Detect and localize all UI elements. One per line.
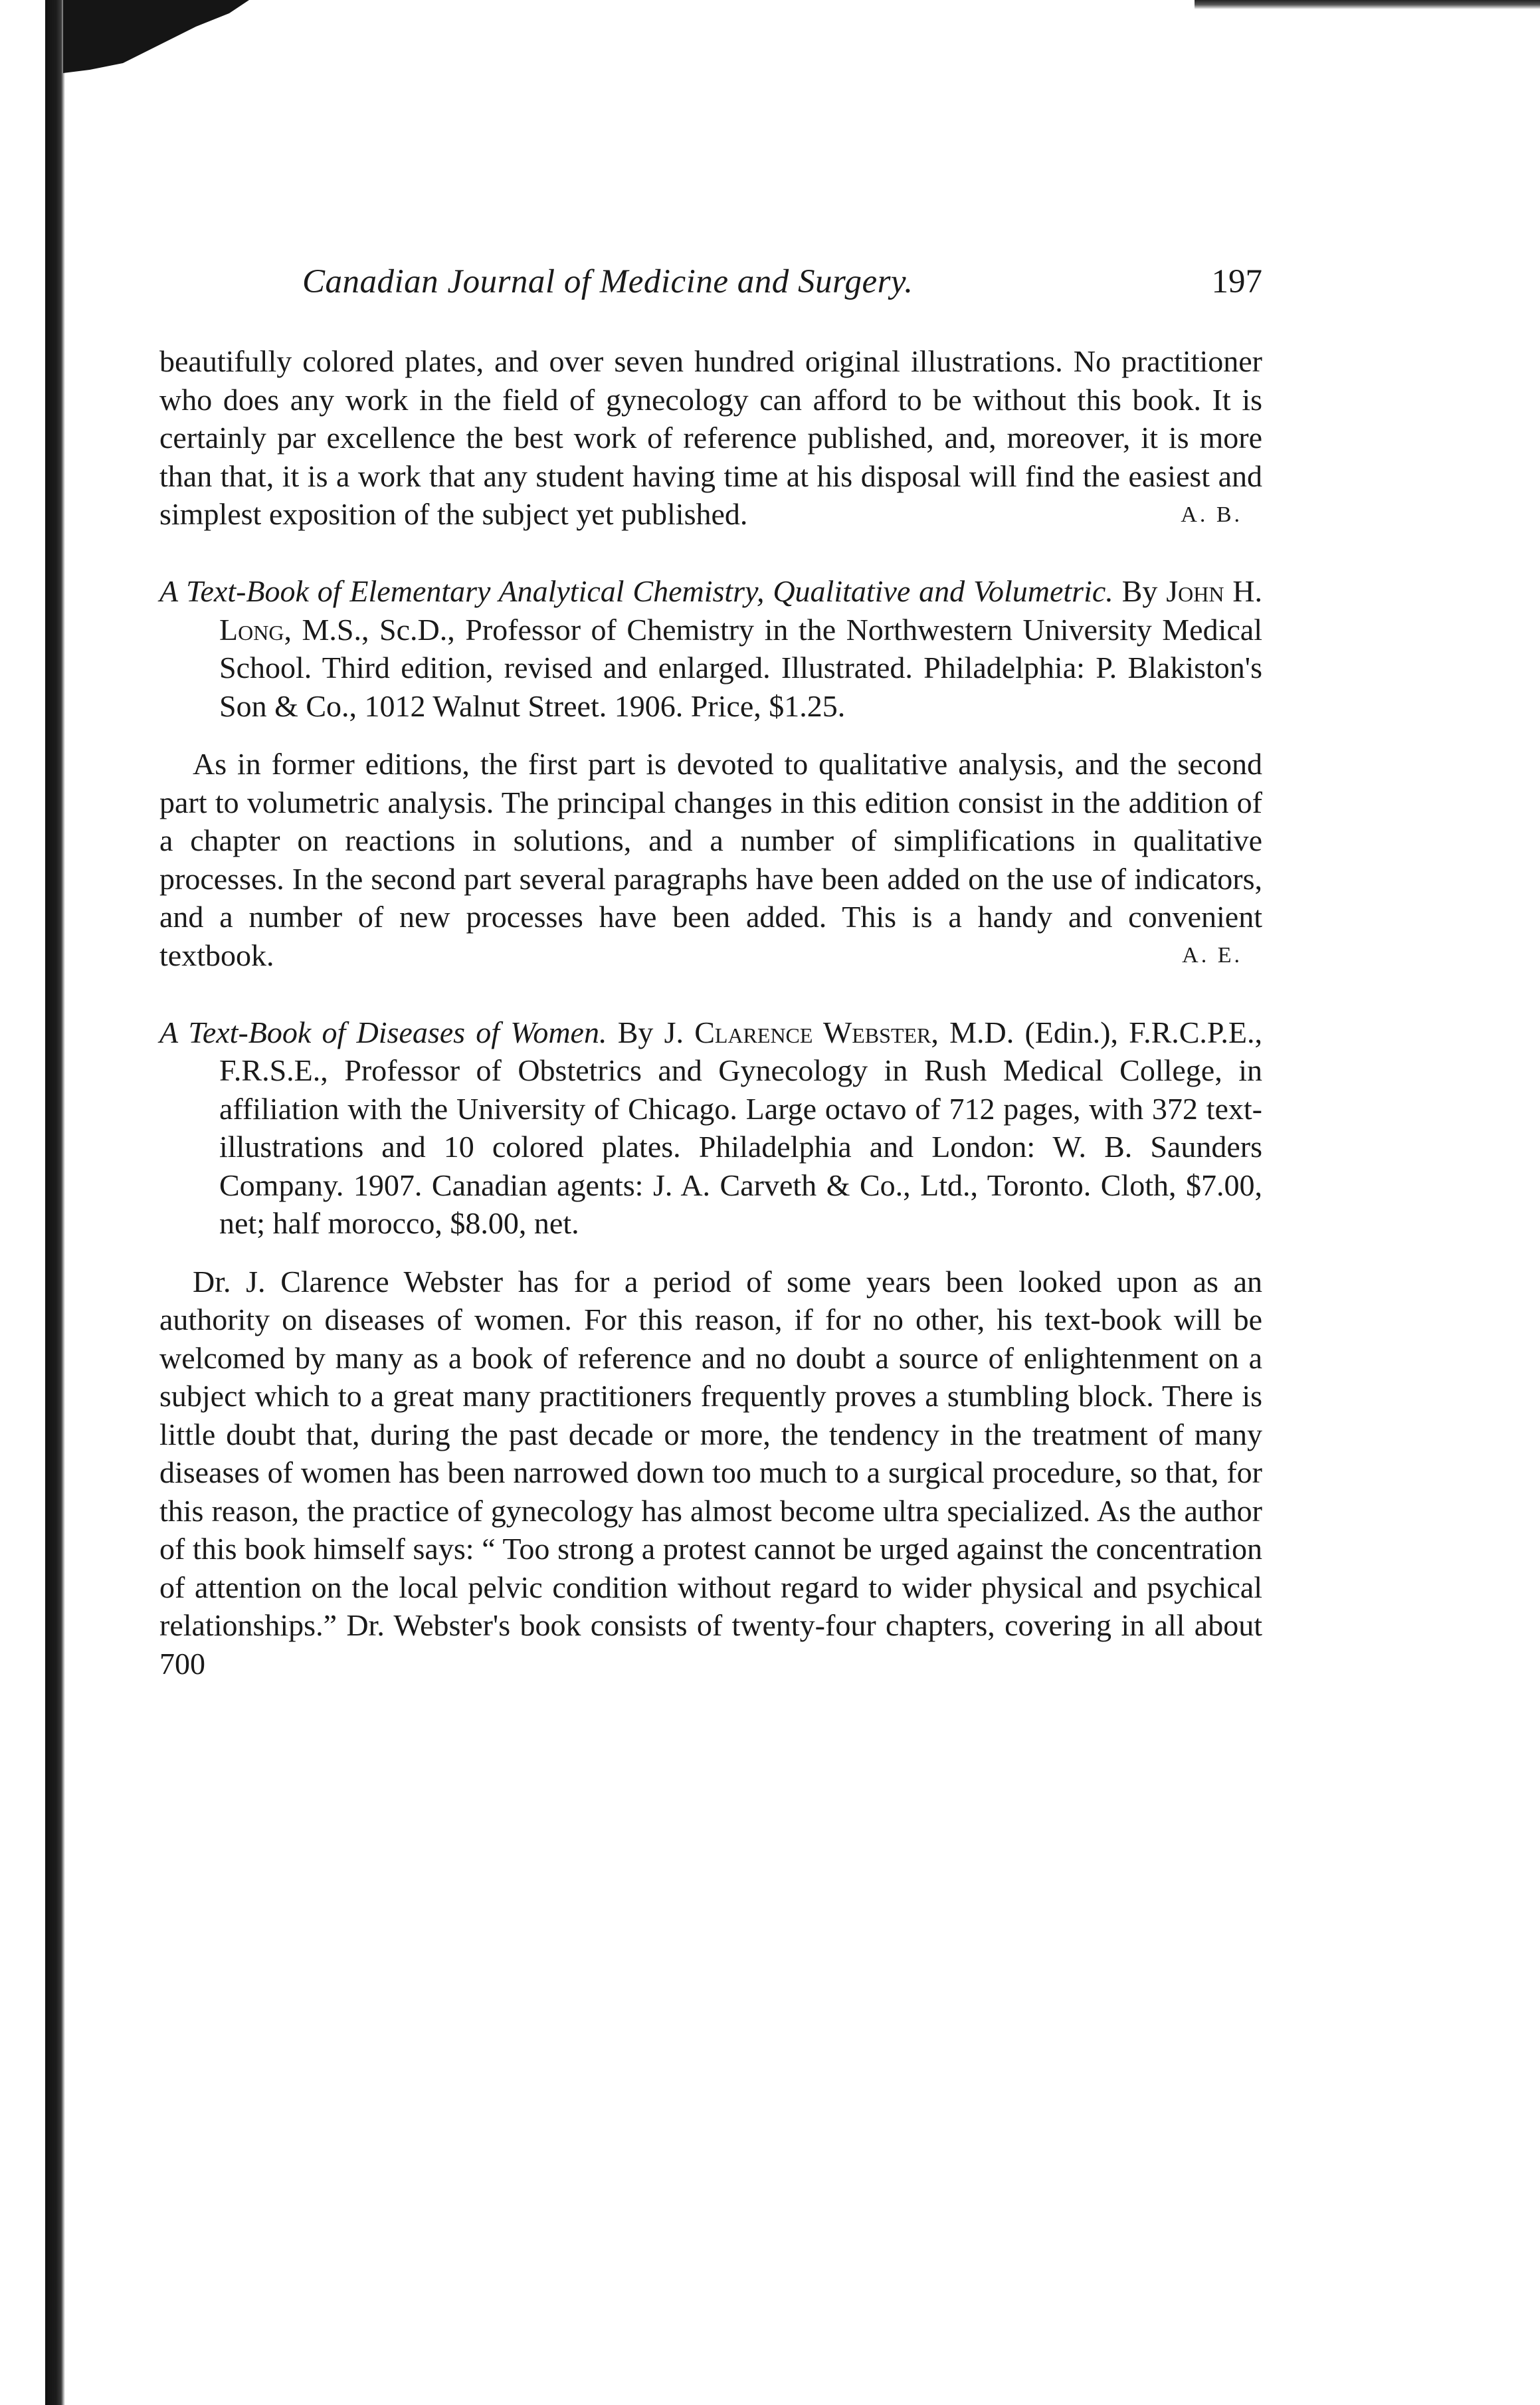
binding-edge [45,0,65,2405]
citation-details: , M.S., Sc.D., Professor of Chemistry in the Northwestern University Medical School. Third edition, revised and enlarged. Illustrated. Philadelphia: P. Blakiston's Son & Co., 1012 Walnut Street. 1906. Price, $1.25. [219,612,1262,723]
review-body: As in former editions, the first part is devoted to qualitative analysis, and the second part to volumetric analysis. The principal changes in this edition consist in the addition of a chapter on reactions in solutions, and a number of simplifications in qualitative processes. In the second part several paragraphs have been added on the use of indicators, and a number of new processes have been added. This is a handy and convenient textbook. [159,747,1262,972]
citation-by: By [617,1015,654,1049]
citation-by: By [1121,574,1158,608]
book-author: J. Clarence Webster [664,1015,931,1049]
top-edge-mark [1195,0,1540,9]
review-gynecology [159,1013,1262,1683]
review-body: Dr. J. Clarence Webster has for a period of some years been looked upon as an authority on diseases of women. For this reason, if for no other, his text-book will be welcomed by many as a book of reference and no doubt a source of enlightenment on a subject which to a great many practitioners frequently proves a stumbling block. There is little doubt that, during the past decade or more, the tendency in the treatment of many diseases of women has been narrowed down too much to a surgical procedure, so that, for this reason, the practice of gynecology has almost become ultra specialized. As the author of this book himself says: “ Too strong a protest cannot be urged against the concentration of attention on the local pelvic condition without regard to wider physical and psychical relationships.” Dr. Webster's book consists of twenty-four chapters, covering in all about 700 [159,1264,1262,1681]
book-author: John H. Long [219,574,1263,647]
review-chemistry [159,572,1262,975]
journal-page [159,262,1262,1683]
review-signature: A. E. [1182,943,1242,968]
page-number: 197 [1211,263,1262,300]
continuation-review [159,342,1262,534]
running-title: Canadian Journal of Medicine and Surgery. [302,263,914,300]
review-signature: A. B. [1181,502,1242,527]
continuation-paragraph: beautifully colored plates, and over seven hundred original illustrations. No practitioner who does any work in the field of gynecology can afford to be without this book. It is certainly par excellence the best work of reference published, and, moreover, it is more than that, it is a work that any student having time at his disposal will find the easiest and simplest exposition of the subject yet published. [159,344,1262,531]
book-title: A Text-Book of Diseases of Women. [159,1015,607,1049]
review-citation [159,1013,1262,1243]
review-citation [159,572,1262,725]
citation-details: , M.D. (Edin.), F.R.C.P.E., F.R.S.E., Professor of Obstetrics and Gynecology in Rush Medical College, in affiliation with the University of Chicago. Large octavo of 712 pages, with 372 text-illustrations and 10 colored plates. Philadelphia and London: W. B. Saunders Company. 1907. Canadian agents: J. A. Carveth & Co., Ltd., Toronto. Cloth, $7.00, net; half morocco, $8.00, net. [219,1015,1263,1240]
book-title: A Text-Book of Elementary Analytical Chemistry, Qualitative and Volumetric. [159,574,1113,608]
binding-notch-mark [63,0,249,80]
running-head [159,262,1262,316]
